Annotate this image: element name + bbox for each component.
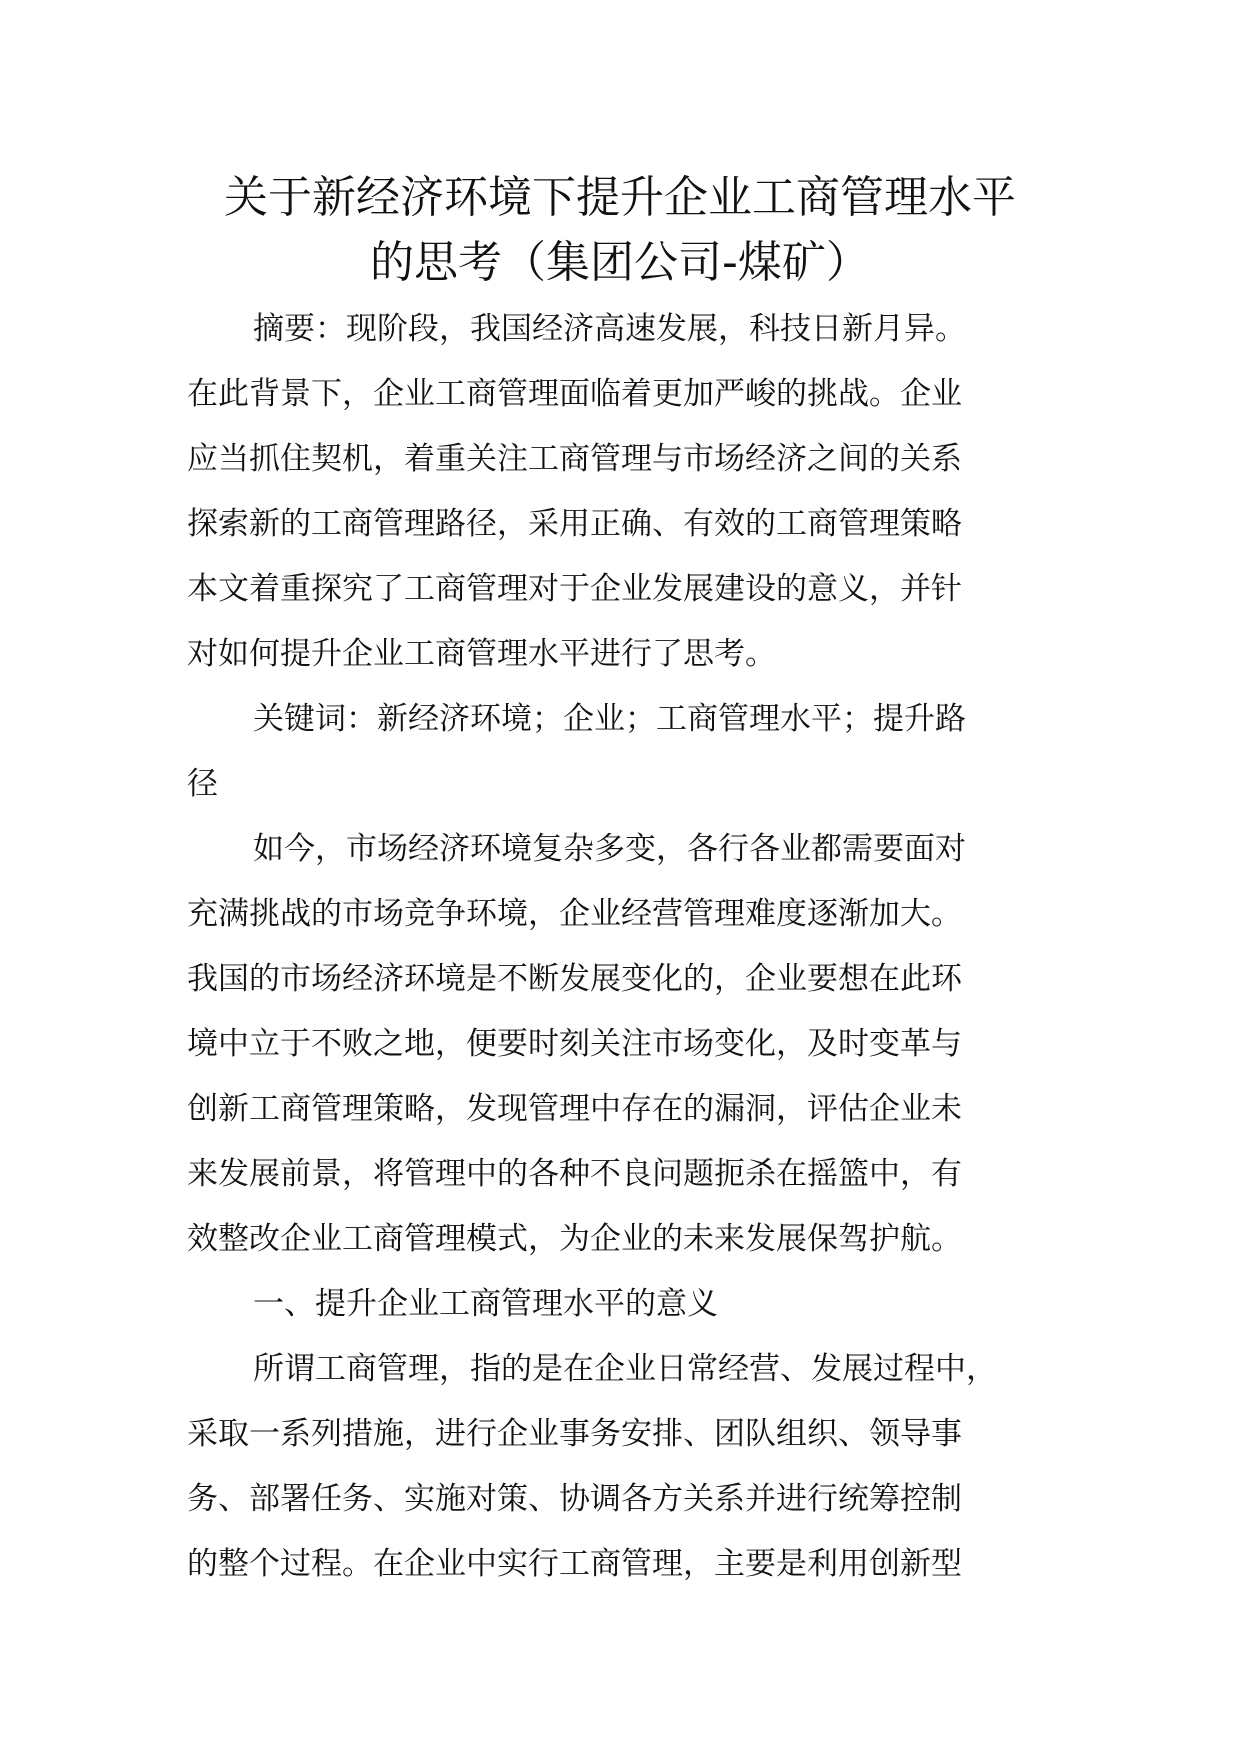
section-1-line: 的整个过程。在企业中实行工商管理，主要是利用创新型 bbox=[187, 1546, 962, 1582]
section-1-line: 务、部署任务、实施对策、协调各方关系并进行统筹控制 bbox=[187, 1481, 962, 1517]
abstract-paragraph bbox=[187, 297, 1087, 687]
keywords-line: 径 bbox=[187, 766, 218, 802]
intro-line: 创新工商管理策略，发现管理中存在的漏洞，评估企业未 bbox=[187, 1091, 962, 1127]
abstract-line: 本文着重探究了工商管理对于企业发展建设的意义，并针 bbox=[187, 571, 962, 607]
abstract-line: 探索新的工商管理路径，采用正确、有效的工商管理策略 bbox=[187, 506, 962, 542]
abstract-line: 摘要：现阶段，我国经济高速发展，科技日新月异。 bbox=[253, 311, 966, 347]
keywords-line: 关键词：新经济环境；企业；工商管理水平；提升路 bbox=[253, 701, 966, 737]
intro-line: 境中立于不败之地，便要时刻关注市场变化，及时变革与 bbox=[187, 1026, 962, 1062]
intro-line: 充满挑战的市场竞争环境，企业经营管理难度逐渐加大。 bbox=[187, 896, 962, 932]
abstract-line: 应当抓住契机，着重关注工商管理与市场经济之间的关系 bbox=[187, 441, 962, 477]
intro-line: 我国的市场经济环境是不断发展变化的，企业要想在此环 bbox=[187, 961, 962, 997]
document-title-line-2: 的思考（集团公司-煤矿） bbox=[370, 237, 870, 288]
intro-line: 如今，市场经济环境复杂多变，各行各业都需要面对 bbox=[253, 831, 966, 867]
section-heading-1 bbox=[187, 1272, 1087, 1337]
intro-line: 效整改企业工商管理模式，为企业的未来发展保驾护航。 bbox=[187, 1221, 962, 1257]
intro-line: 来发展前景，将管理中的各种不良问题扼杀在摇篮中，有 bbox=[187, 1156, 962, 1192]
keywords-paragraph bbox=[187, 687, 1087, 817]
abstract-line: 对如何提升企业工商管理水平进行了思考。 bbox=[187, 636, 776, 672]
document-body bbox=[187, 297, 1087, 1597]
abstract-line: 在此背景下，企业工商管理面临着更加严峻的挑战。企业 bbox=[187, 376, 962, 412]
document-title-line-1: 关于新经济环境下提升企业工商管理水平 bbox=[224, 172, 1016, 223]
section-1-line: 所谓工商管理，指的是在企业日常经营、发展过程中， bbox=[253, 1351, 997, 1387]
section-1-line: 采取一系列措施，进行企业事务安排、团队组织、领导事 bbox=[187, 1416, 962, 1452]
section-1-paragraph bbox=[187, 1337, 1087, 1597]
intro-paragraph bbox=[187, 817, 1087, 1272]
section-heading-line: 一、提升企业工商管理水平的意义 bbox=[253, 1286, 718, 1322]
